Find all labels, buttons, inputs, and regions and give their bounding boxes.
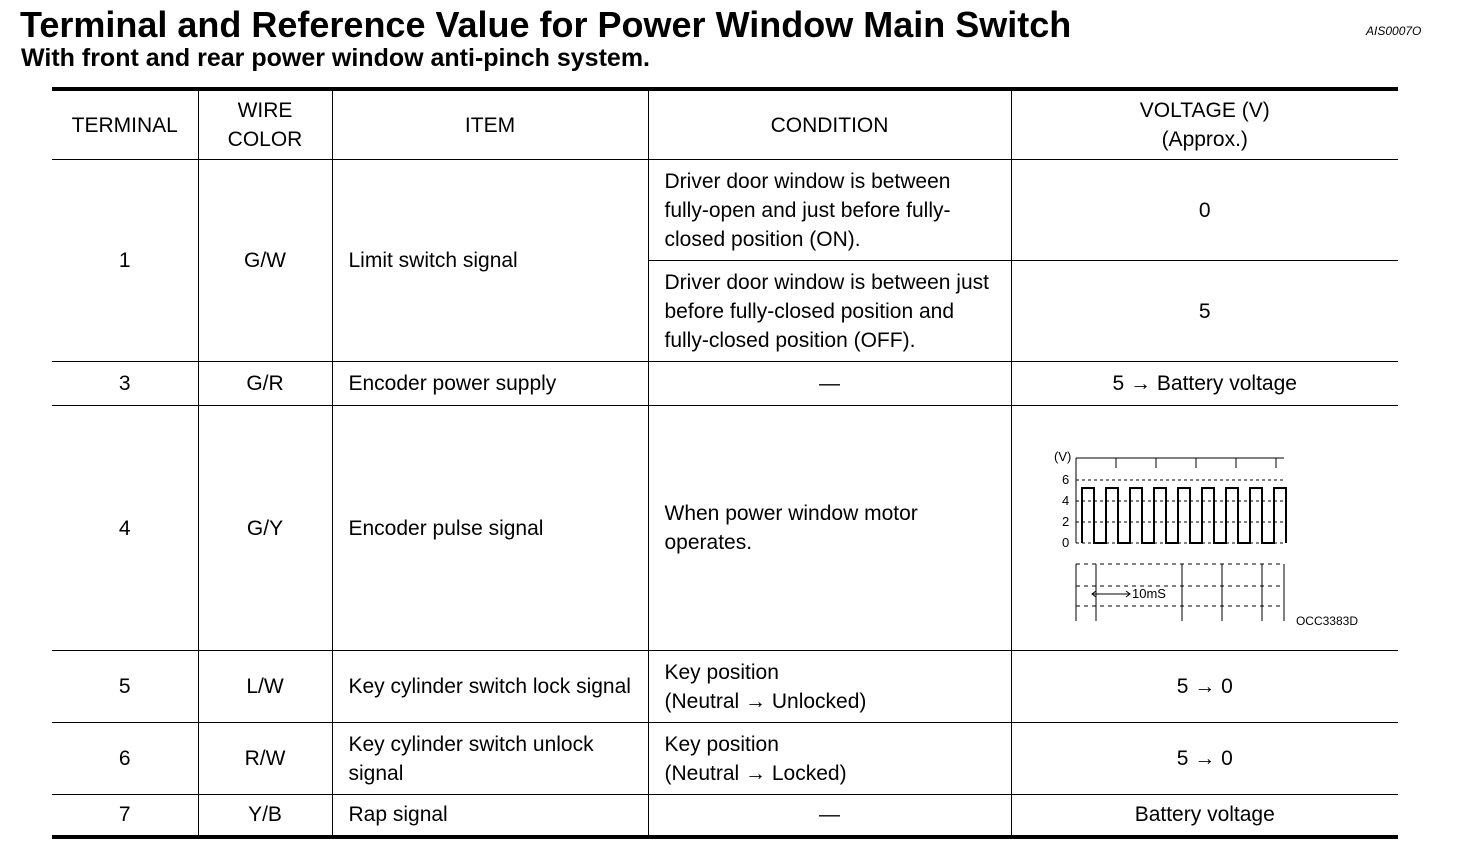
condition-cell (648, 723, 1011, 795)
table-row (52, 795, 1398, 837)
condition-cell: — (648, 795, 1011, 837)
item-cell: Key cylinder switch lock signal (332, 651, 648, 723)
wire-color-cell: L/W (198, 651, 332, 723)
waveform-y-tick: 2 (1061, 513, 1069, 529)
table-row (52, 651, 1398, 723)
voltage-cell: 5 → 0 (1011, 723, 1398, 795)
wire-color-cell: Y/B (198, 795, 332, 837)
condition-cell: — (648, 362, 1011, 406)
waveform-code: OCC3383D (1295, 614, 1358, 628)
terminal-cell: 1 (52, 160, 198, 362)
waveform-y-tick: 6 (1061, 471, 1069, 487)
column-header-voltage (1011, 89, 1398, 160)
terminal-cell: 3 (52, 362, 198, 406)
terminal-cell: 7 (52, 795, 198, 837)
voltage-cell: 5 → 0 (1011, 651, 1398, 723)
column-header-wire-color: WIRE COLOR (198, 89, 332, 160)
table-header-row (52, 89, 1398, 160)
wire-color-cell: G/Y (198, 406, 332, 651)
terminal-cell: 5 (52, 651, 198, 723)
voltage-cell: 5 (1011, 261, 1398, 362)
waveform-y-tick: 4 (1061, 492, 1069, 508)
waveform-y-tick: 0 (1061, 534, 1069, 550)
reference-code: AIS0007O (1366, 24, 1422, 38)
table-row (52, 406, 1398, 651)
voltage-cell: 5 → Battery voltage (1011, 362, 1398, 406)
column-header-terminal: TERMINAL (52, 89, 198, 160)
column-header-condition: CONDITION (648, 89, 1011, 160)
condition-cell (648, 651, 1011, 723)
terminal-cell: 6 (52, 723, 198, 795)
condition-line: (Neutral → Locked) (664, 761, 847, 785)
voltage-cell (1011, 406, 1398, 651)
item-cell: Encoder pulse signal (332, 406, 648, 651)
waveform-unit-label: (V) (1053, 448, 1071, 464)
item-cell: Key cylinder switch unlock signal (332, 723, 648, 795)
waveform-time-label: 10mS (1131, 585, 1166, 601)
table-row (52, 160, 1398, 261)
terminal-reference-table (52, 87, 1398, 839)
table-row (52, 723, 1398, 795)
condition-line: Key position (664, 732, 779, 756)
column-header-item: ITEM (332, 89, 648, 160)
item-cell: Encoder power supply (332, 362, 648, 406)
voltage-header-label: VOLTAGE (V) (1139, 99, 1270, 122)
item-cell: Limit switch signal (332, 160, 648, 362)
wire-color-cell: G/R (198, 362, 332, 406)
voltage-cell: 0 (1011, 160, 1398, 261)
encoder-pulse-waveform (1052, 436, 1302, 621)
page-subtitle: With front and rear power window anti-pinch system. (21, 44, 650, 72)
voltage-cell: Battery voltage (1011, 795, 1398, 837)
terminal-cell: 4 (52, 406, 198, 651)
condition-cell: Driver door window is between just before fully-closed position and fully-closed position (OFF). (648, 261, 1011, 362)
condition-line: (Neutral → Unlocked) (664, 689, 867, 713)
table-row (52, 362, 1398, 406)
item-cell: Rap signal (332, 795, 648, 837)
condition-cell: When power window motor operates. (648, 406, 1011, 651)
page-title: Terminal and Reference Value for Power Window Main Switch (20, 4, 1072, 45)
voltage-header-note: (Approx.) (1161, 128, 1248, 151)
condition-line: Key position (664, 660, 779, 684)
condition-cell: Driver door window is between fully-open and just before fully-closed position (ON). (648, 160, 1011, 261)
wire-color-cell: G/W (198, 160, 332, 362)
wire-color-cell: R/W (198, 723, 332, 795)
